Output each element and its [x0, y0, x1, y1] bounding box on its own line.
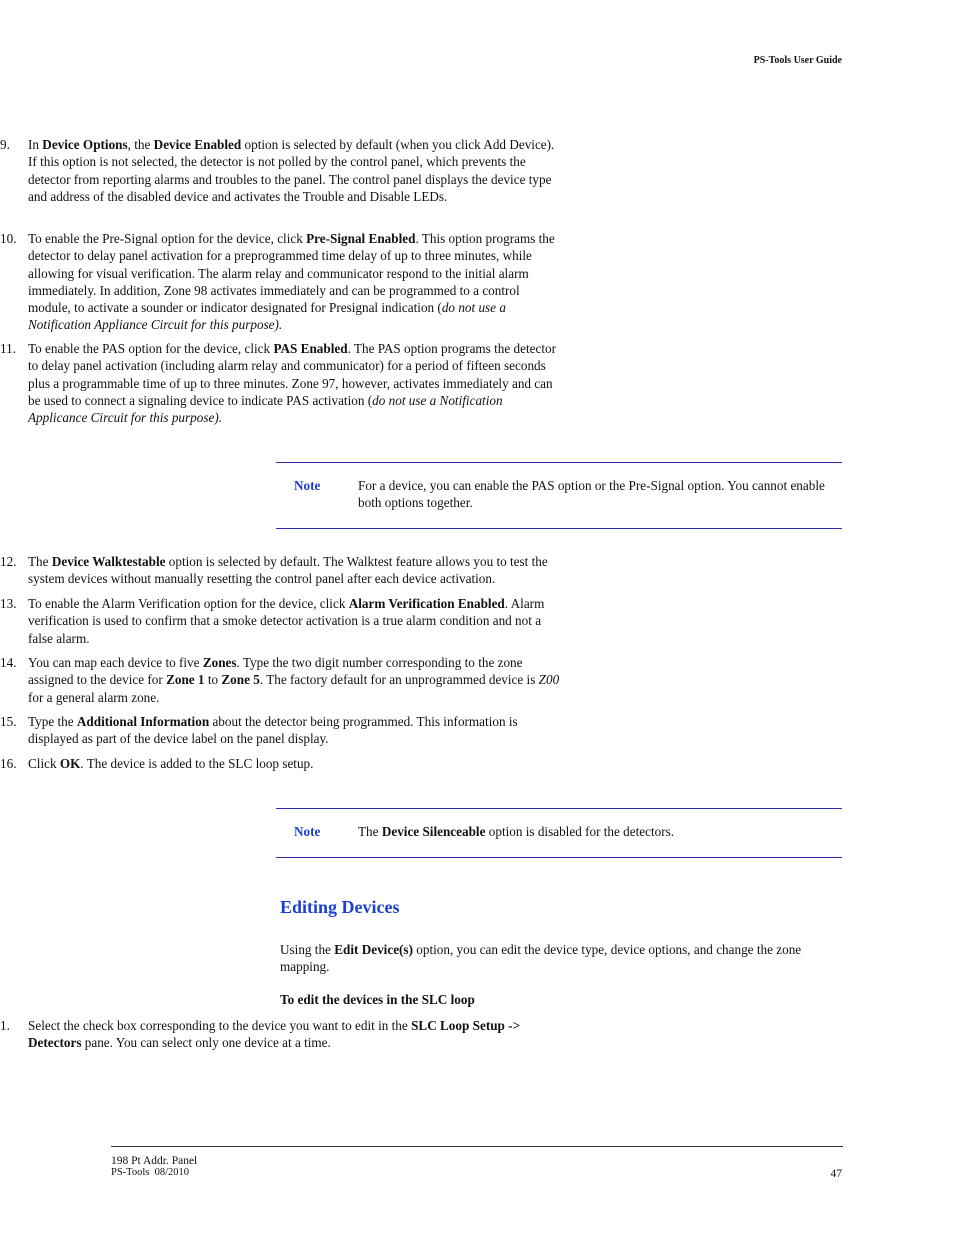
section-heading: Editing Devices [280, 897, 400, 917]
footer-divider [111, 1146, 843, 1147]
note-label: Note [294, 824, 321, 839]
step-number: 16. [0, 756, 17, 771]
step-12 [0, 553, 560, 588]
step-text: The Device Walktestable option is selected by default. The Walktest feature allows you to test the system devices without manually resetting the control panel after each device activation. [28, 554, 548, 587]
step-16 [0, 755, 560, 772]
step-text: Click OK. The device is added to the SLC loop setup. [28, 756, 314, 771]
step-9 [0, 136, 560, 205]
footer-product: 198 Pt Addr. Panel [111, 1155, 198, 1167]
step-text: To enable the Pre-Signal option for the device, click Pre-Signal Enabled. This option programs the detector to delay panel activation for a preprogrammed time delay of up to three minutes, while allowing for visual verification. The alarm relay and communicator respond to the initial alarm immediately. In addition, Zone 98 activates immediately and can be programmed to a control module, to activate a sounder or indicator designated for Presignal indication (do not use a Notification Appliance Circuit for this purpose). [28, 231, 555, 333]
note-text: For a device, you can enable the PAS option or the Pre-Signal option. You cannot enable both options together. [358, 478, 825, 511]
running-header: PS-Tools User Guide [753, 55, 842, 66]
note-text: The Device Silenceable option is disabled for the detectors. [358, 824, 675, 839]
step-number: 10. [0, 231, 17, 246]
edit-step-1 [0, 1017, 560, 1052]
note-box-silenceable [276, 808, 842, 858]
step-number: 13. [0, 596, 17, 611]
page-number: 47 [830, 1168, 842, 1180]
footer-version: PS-Tools 08/2010 [111, 1167, 190, 1178]
footer-info [111, 1155, 197, 1179]
procedure-heading: To edit the devices in the SLC loop [280, 992, 475, 1007]
step-text: To enable the Alarm Verification option for the device, click Alarm Verification Enabled. Alarm verification is used to confirm that a smoke detector activation is a true alarm condition and not a false alarm. [28, 596, 545, 646]
step-14 [0, 654, 560, 706]
step-text: Select the check box corresponding to the device you want to edit in the SLC Loop Setup -> Detectors pane. You can select only one device at a time. [28, 1018, 521, 1051]
note-box-pas [276, 462, 842, 529]
step-15 [0, 713, 560, 748]
step-text: To enable the PAS option for the device, click PAS Enabled. The PAS option programs the detector to delay panel activation (including alarm relay and communicator) for a period of fifteen seconds plus a programmable time of up to three minutes. Zone 97, however, activates immediately and can be used to connect a signaling device to indicate PAS activation (do not use a Notification Applicance Circuit for this purpose). [28, 341, 556, 426]
step-text: Type the Additional Information about the detector being programmed. This information is displayed as part of the device label on the panel display. [28, 714, 518, 747]
note-label: Note [294, 478, 321, 493]
step-10 [0, 230, 560, 334]
step-number: 15. [0, 714, 17, 729]
step-number: 9. [0, 137, 10, 152]
step-text: In Device Options, the Device Enabled option is selected by default (when you click Add Device). If this option is not selected, the detector is not polled by the control panel, which prevents the detector from reporting alarms and troubles to the panel. The control panel displays the device type and address of the disabled device and activates the Trouble and Disable LEDs. [28, 137, 555, 204]
step-number: 11. [0, 341, 16, 356]
step-number: 14. [0, 655, 17, 670]
step-13 [0, 595, 560, 647]
step-number: 12. [0, 554, 17, 569]
step-number: 1. [0, 1018, 10, 1033]
step-text: You can map each device to five Zones. Type the two digit number corresponding to the zone assigned to the device for Zone 1 to Zone 5. The factory default for an unprogrammed device is Z00 for a general alarm zone. [28, 655, 560, 705]
step-11 [0, 340, 560, 426]
section-intro: Using the Edit Device(s) option, you can edit the device type, device options, and change the zone mapping. [280, 942, 802, 975]
